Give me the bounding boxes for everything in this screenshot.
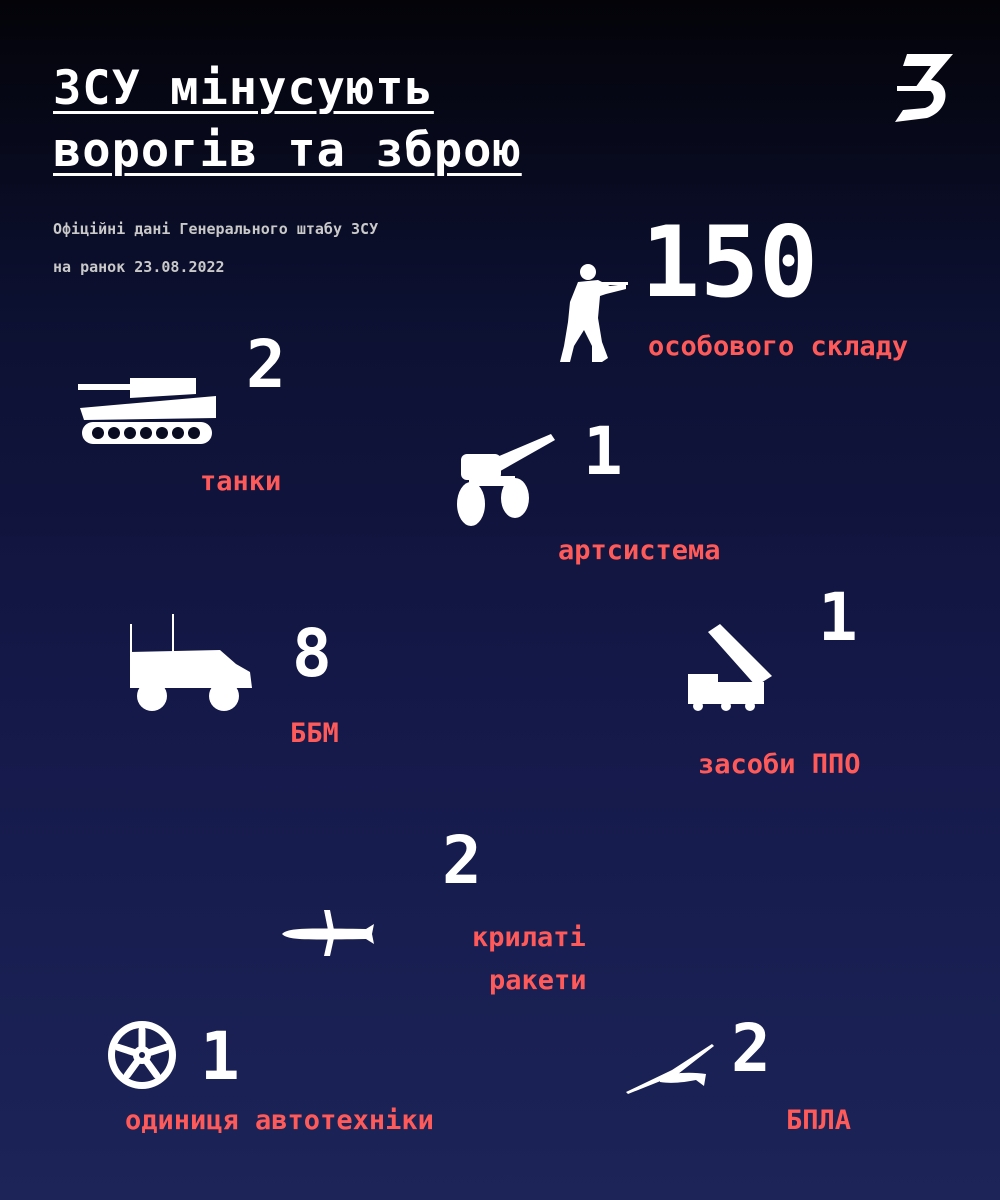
cruise-missiles-label-line-2: ракети xyxy=(489,965,587,996)
personnel-count: 150 xyxy=(641,206,819,320)
tank-icon xyxy=(78,376,218,448)
air-defense-launcher-icon xyxy=(684,622,774,712)
brand-logo xyxy=(893,48,955,126)
artillery-count: 1 xyxy=(583,413,623,490)
wheel-icon xyxy=(107,1020,177,1090)
uav-label: БПЛА xyxy=(786,1105,852,1136)
drone-icon xyxy=(626,1042,716,1096)
vehicles-count: 1 xyxy=(200,1018,240,1095)
page-title-line-1: ЗСУ мінусують xyxy=(53,61,434,116)
soldier-icon xyxy=(558,262,630,364)
page-title xyxy=(53,58,522,182)
cruise-missiles-label-line-1: крилаті xyxy=(472,922,586,953)
air-defense-label: засоби ППО xyxy=(698,749,861,780)
howitzer-icon xyxy=(455,432,557,528)
vehicles-label: одиниця автотехніки xyxy=(125,1105,434,1136)
artillery-label: артсистема xyxy=(558,535,721,566)
page-title-line-2: ворогів та зброю xyxy=(53,123,522,178)
tanks-label: танки xyxy=(200,466,282,497)
cruise-missile-icon xyxy=(282,908,376,958)
apv-count: 8 xyxy=(292,615,332,692)
tanks-count: 2 xyxy=(246,326,286,403)
cruise-missiles-count: 2 xyxy=(442,822,482,899)
armored-vehicle-icon xyxy=(128,612,254,712)
air-defense-count: 1 xyxy=(818,579,858,656)
apv-label: ББМ xyxy=(290,718,339,749)
personnel-label: особового складу xyxy=(648,331,909,362)
source-text: Офіційні дані Генерального штабу ЗСУ xyxy=(53,220,379,238)
uav-count: 2 xyxy=(731,1010,771,1087)
date-text: на ранок 23.08.2022 xyxy=(53,258,225,276)
